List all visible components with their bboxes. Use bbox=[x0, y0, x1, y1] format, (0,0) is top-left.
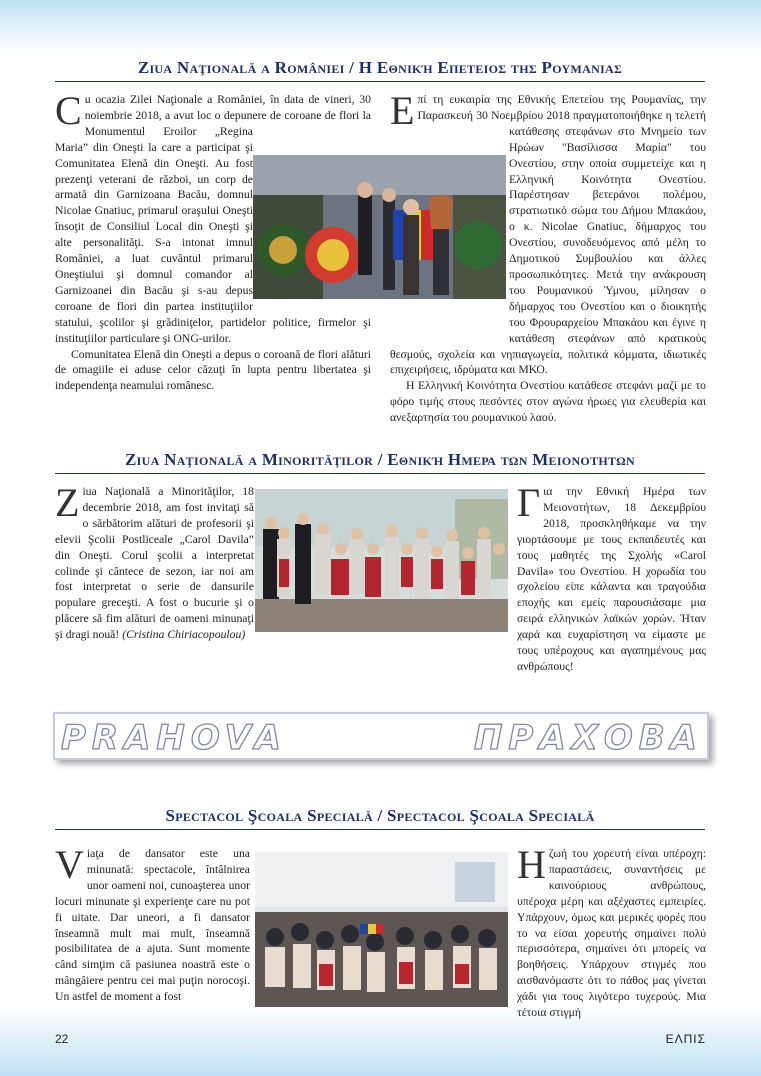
section-title-special-school: Spectacol Şcoala Specială / Spectacol Şcoala Specială bbox=[55, 806, 705, 830]
page-number: 22 bbox=[55, 1032, 69, 1046]
drop-cap: Ε bbox=[390, 88, 415, 133]
region-banner bbox=[53, 712, 709, 760]
paragraph: Η Ελληνική Κοινότητα Ονεστίου κατάθεσε στεφάνι μαζί με το φόρο τιμής στους πεσόντες στον αγώνα ήρωες για ελευθερία και ανεξαρτησία του ρουμανικού λαού. bbox=[390, 379, 706, 425]
drop-cap: Γ bbox=[517, 480, 541, 525]
author-signature: (Cristina Chiriacopoulou) bbox=[122, 628, 246, 642]
drop-cap: Η bbox=[517, 842, 546, 887]
region-name-latin: PRAHOVA bbox=[61, 718, 287, 758]
region-name-greek: ΠΡΑΧΟΒΑ bbox=[473, 718, 703, 758]
magazine-name: ΕΛΠΙΣ bbox=[665, 1032, 706, 1046]
photo-dance-performance bbox=[255, 852, 508, 1007]
paragraph: ια την Εθνική Ημέρα των Μειονοτήτων, 18 Δεκεμβρίου 2018, προσκληθήκαμε να την γιορτάσουμε με τους εκπαιδευτές και τους μαθητές της Σχολής «Carol Davila» του Ονεστίου. Η χορωδία του σχολείου είπε κάλαντα και τραγούδια εποχής και εμείς παρουσιάσαμε μια σειρά ελληνικών λαϊκών χορών. Ήταν χαρά και ευχαρίστηση να είμαστε με τους υπέροχους και αγαπημένους μας ανθρώπους! bbox=[517, 485, 706, 673]
article-greek-minorities-day bbox=[517, 480, 706, 675]
paragraph: u ocazia Zilei Naţionale a României, în data de vineri, 30 noiembrie 2018, a avut loc o depunere de coroane de flori la Monumentul Eroilor „Regina Maria” din Oneşti la care a participat şi Comunitatea Elenă din Oneşti. Au fost prezenţi veterani de război, un corp de armată din Garnizoana Bacău, domnul Nicolae Gnatiuc, primarul oraşului Oneşti însoţit de Consiliul Local din Oneşti şi alte personalităţi. S-a intonat imnul României, a luat cuvântul primarul Oneştiului şi domnul comandor al Garnizoanei din Bacău şi s-au depus coroane de flori din partea instituţiilor statului, şcolilor şi grădiniţelor, partidelor politice, firmelor şi instituţiilor particulare şi ONG-urilor. bbox=[55, 93, 371, 345]
paragraph: ζωή του χορευτή είναι υπέροχη: παραστάσεις, συναντήσεις με καινούριους ανθρώπους, υπέροχα μέρη και αξέχαστες εμπειρίες. Υπάρχουν, όμως και μερικές φορές που το να είσαι χορευτής σημαίνει πολύ περισσότερα, σημαίνει ότι μπορείς να βοηθήσεις. Υπάρχουν στιγμές που αισθανόμαστε ότι το πάθος μας γίνεται χάδι για τους λιγότερο τυχερούς. Μια τέτοια στιγμή bbox=[517, 847, 706, 1020]
drop-cap: Z bbox=[55, 480, 80, 525]
drop-cap: C bbox=[55, 88, 82, 133]
photo-school-choir bbox=[255, 489, 508, 632]
drop-cap: V bbox=[55, 842, 84, 887]
section-title-minorities-day: Ziua Naţională a Minorităţilor / Εθνική Ημερα των Μειονοτητων bbox=[55, 450, 705, 474]
paragraph: iaţa de dansator este una minunată: spectacole, întâlnirea unor oameni noi, cunoaşterea unor locuri minunate şi experienţe care nu pot fi uitate. Dar uneori, a fi dansator înseamnă mult mai mult, înseamnă posibilitatea de a ajuta. Sunt momente când simţim că pasiunea noastră este o mângâiere pentru cei mai puţin norocoşi. Un astfel de moment a fost bbox=[55, 847, 250, 1004]
paragraph: πί τη ευκαιρία της Εθνικής Επετείου της Ρουμανίας, την Παρασκευή 30 Νοεμβρίου 2018 πραγματοποιήθηκε η τελετή κατάθεσης στεφάνων στο Μνημείο των Ηρώων "Βασίλισσα Μαρία" του Ονεστίου, στην οποία συμμετείχε και η Ελληνική Κοινότητα Ονεστίου. Παρέστησαν βετεράνοι πολέμου, στρατιωτικό σώμα του Δήμου Μπακάου, ο κ. Nicolae Gnatiuc, δήμαρχος του Ονεστίου, συνοδευόμενος από μέλη το Δημοτικού Συμβουλίου και άλλες προσωπικότητες. Μετά την ανάκρουση του Ρουμανικού Ύμνου, μίλησαν ο δήμαρχος του Ονεστίου και ο διοικητής του Φρουραρχείου Μπακάου και έγινε η κατάθεση στεφάνων από κρατικούς θεσμούς, σχολεία και νηπιαγωγεία, πολιτικά κόμματα, ιδιωτικές επιχειρήσεις, ιδρύματα και ΜΚΟ. bbox=[390, 93, 706, 377]
paragraph: iua Naţională a Minorităţilor, 18 decembrie 2018, am fost invitaţi să o sărbătorim alături de profesorii şi elevii Şcolii Postliceale „Carol Davila” din Oneşti. Corul şcolii a interpretat colinde şi cântece de sezon, iar noi am fost interpretat o serie de dansurile populare greceşti. A fost o bucurie şi o plăcere să fim alături de oameni minunaţi şi dragi nouă! bbox=[55, 485, 254, 642]
article-greek-special-school bbox=[517, 842, 706, 1021]
top-gradient-band bbox=[0, 0, 761, 52]
article-romanian-special-school bbox=[55, 842, 250, 1005]
article-greek-national-day bbox=[390, 88, 706, 426]
paragraph: Comunitatea Elenă din Oneşti a depus o coroană de flori alături de omagiile ei aduse celor căzuţi în lupta pentru libertatea şi independenţa neamului românesc. bbox=[55, 347, 371, 393]
article-romanian-minorities-day bbox=[55, 480, 254, 643]
section-title-national-day: Ziua Naţională a României / Η Εθνική Επετειος της Ρουμανιας bbox=[55, 58, 705, 82]
